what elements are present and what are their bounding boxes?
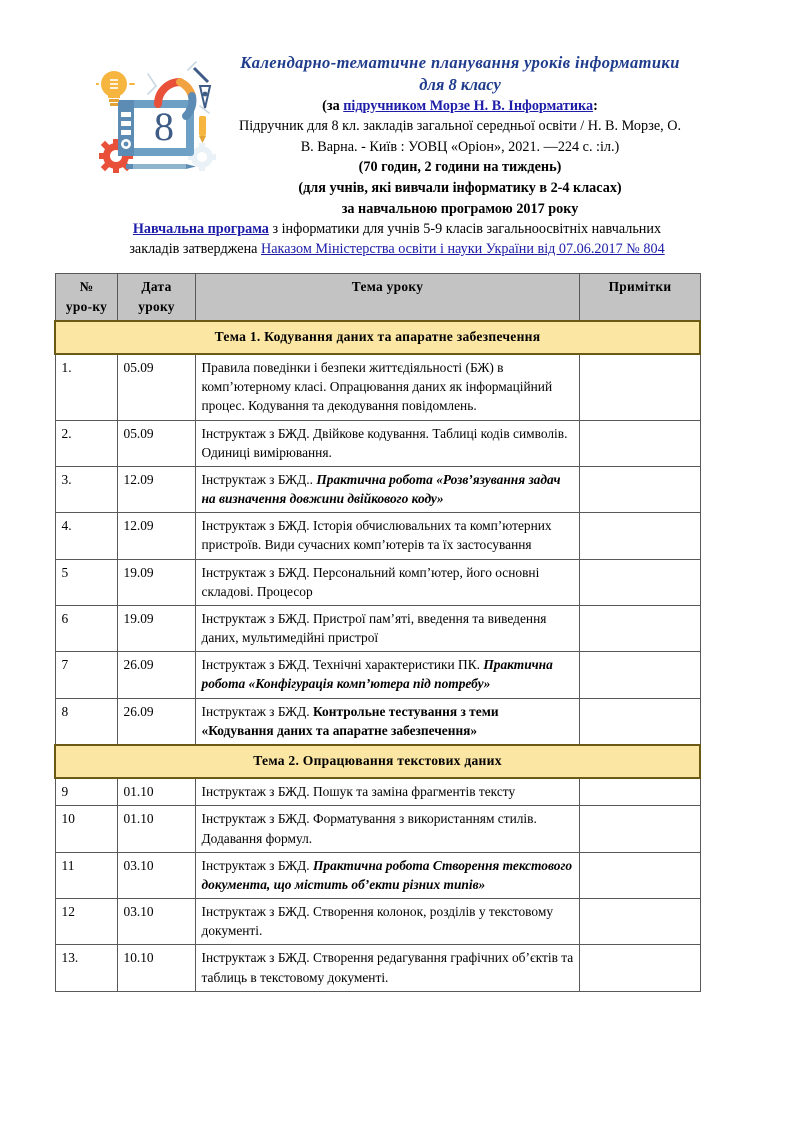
- textbook-prefix: (за: [322, 97, 344, 114]
- program-reference-line-1: [62, 219, 732, 239]
- lesson-note-cell: [579, 559, 700, 605]
- column-header-date-line1: Дата: [141, 279, 172, 295]
- lesson-note-cell: [579, 420, 700, 466]
- lesson-topic-text: Практична робота «Розв’язування задач на визначення довжини двійкового коду»: [201, 471, 561, 507]
- page-subtitle: для 8 класу: [419, 74, 501, 94]
- lesson-date-cell: 26.09: [117, 652, 195, 698]
- lesson-number-cell: 1.: [55, 354, 117, 420]
- program-reference-line-2: [62, 239, 732, 259]
- lesson-topic-text: Інструктаж з БЖД. Пошук та заміна фрагментів тексту: [201, 784, 516, 800]
- lesson-date-cell: 26.09: [117, 698, 195, 745]
- program-reference-block: [62, 219, 732, 259]
- theme-section-row: [55, 745, 700, 778]
- column-header-notes: Примітки: [579, 274, 700, 321]
- header-text-block: [188, 52, 732, 219]
- document-header: [0, 0, 794, 259]
- lesson-topic-cell: [195, 605, 579, 651]
- lesson-plan-table-wrapper: [54, 273, 740, 991]
- lesson-date-cell: 01.10: [117, 778, 195, 806]
- lesson-date-cell: 05.09: [117, 420, 195, 466]
- program-text-2: закладів затверджена: [129, 241, 262, 258]
- table-row: [55, 652, 700, 698]
- lesson-number-cell: 11: [55, 852, 117, 898]
- lesson-topic-text: Інструктаж з БЖД. Створення редагування графічних об’єктів та таблиць в текстовому документі.: [201, 950, 574, 985]
- table-row: [55, 466, 700, 512]
- textbook-line: [188, 97, 732, 117]
- lesson-topic-cell: [195, 806, 579, 852]
- lesson-topic-text: Контрольне тестування з теми «Кодування даних та апаратне забезпечення»: [201, 703, 499, 738]
- lesson-note-cell: [579, 698, 700, 745]
- program-text-1: з інформатики для учнів 5-9 класів загальноосвітніх навчальних: [268, 221, 662, 238]
- lesson-number-cell: 5: [55, 559, 117, 605]
- number-eight-label: [154, 104, 174, 149]
- lesson-number-cell: 3.: [55, 466, 117, 512]
- table-head: [55, 274, 700, 321]
- theme-section-title: Тема 2. Опрацювання текстових даних: [55, 745, 700, 778]
- lesson-date-cell: 03.10: [117, 899, 195, 945]
- lesson-number-cell: 12: [55, 899, 117, 945]
- column-header-date: [117, 274, 195, 321]
- lesson-date-cell: 03.10: [117, 852, 195, 898]
- computer-lightbulb-grade8-illustration: [96, 56, 224, 184]
- lesson-date-cell: 19.09: [117, 559, 195, 605]
- lesson-topic-text: Інструктаж з БЖД. Персональний комп’ютер, його основні складові. Процесор: [201, 564, 540, 599]
- lesson-topic-cell: [195, 652, 579, 698]
- lesson-topic-text: Практична робота Створення текстового документа, що містить об’екти різних типів»: [201, 857, 573, 892]
- column-header-date-line2: уроку: [138, 298, 175, 314]
- textbook-link[interactable]: підручником Морзе Н. В. Інформатика: [343, 97, 594, 114]
- lesson-date-cell: 05.09: [117, 354, 195, 420]
- lesson-topic-cell: [195, 899, 579, 945]
- svg-text:8: 8: [154, 104, 174, 149]
- lesson-note-cell: [579, 945, 700, 991]
- textbook-desc-line-2: В. Варна. - Київ : УОВЦ «Оріон», 2021. —224 с. :іл.): [300, 138, 620, 155]
- audience-line: (для учнів, які вивчали інформатику в 2-4 класах): [298, 179, 622, 196]
- lesson-note-cell: [579, 513, 700, 559]
- lesson-topic-text: Інструктаж з БЖД. Пристрої пам’яті, введення та виведення даних, мультимедійні пристрої: [201, 610, 547, 646]
- lesson-topic-text: Правила поведінки і безпеки життєдіяльності (БЖ) в комп’ютерному класі. Опрацювання даних як інформаційний процес. Кодування та декодування повідомлень.: [201, 360, 553, 414]
- table-row: [55, 852, 700, 898]
- lesson-number-cell: 7: [55, 652, 117, 698]
- lesson-note-cell: [579, 466, 700, 512]
- lesson-plan-table: [54, 273, 701, 991]
- table-body: [55, 321, 700, 991]
- lesson-topic-text: Інструктаж з БЖД.: [201, 857, 314, 873]
- table-row: [55, 899, 700, 945]
- page-title: Календарно-тематичне планування уроків інформатики: [240, 53, 680, 72]
- column-header-number-line1: №: [79, 279, 94, 295]
- lesson-number-cell: 13.: [55, 945, 117, 991]
- lesson-topic-text: Інструктаж з БЖД.: [201, 703, 314, 719]
- lesson-topic-cell: [195, 945, 579, 991]
- lesson-topic-cell: [195, 778, 579, 806]
- pencil-small-icon: [199, 116, 206, 143]
- order-link[interactable]: Наказом Міністерства освіти і науки України від 07.06.2017 № 804: [261, 241, 665, 258]
- lesson-topic-text: Інструктаж з БЖД. Форматування з використанням стилів. Додавання формул.: [201, 811, 537, 846]
- lesson-topic-cell: [195, 698, 579, 745]
- lesson-number-cell: 4.: [55, 513, 117, 559]
- table-row: [55, 513, 700, 559]
- lesson-number-cell: 10: [55, 806, 117, 852]
- table-row: [55, 806, 700, 852]
- lesson-note-cell: [579, 778, 700, 806]
- textbook-desc-line-1: Підручник для 8 кл. закладів загальної середньої освіти / Н. В. Морзе, О.: [238, 118, 682, 135]
- lesson-topic-cell: [195, 420, 579, 466]
- column-header-number-line2: уро-ку: [65, 298, 108, 314]
- lesson-note-cell: [579, 899, 700, 945]
- theme-section-title: Тема 1. Кодування даних та апаратне забезпечення: [55, 321, 700, 354]
- pencil-long-icon: [126, 164, 196, 169]
- lesson-date-cell: 19.09: [117, 605, 195, 651]
- lesson-topic-text: Інструктаж з БЖД. Двійкове кодування. Таблиці кодів символів. Одиниці вимірювання.: [201, 425, 568, 460]
- lesson-note-cell: [579, 652, 700, 698]
- lesson-topic-text: Інструктаж з БЖД. Технічні характеристики ПК.: [201, 657, 484, 673]
- lesson-note-cell: [579, 605, 700, 651]
- table-row: [55, 698, 700, 745]
- lesson-number-cell: 8: [55, 698, 117, 745]
- lesson-date-cell: 01.10: [117, 806, 195, 852]
- program-year-line: за навчальною програмою 2017 року: [341, 200, 579, 217]
- lesson-topic-cell: [195, 354, 579, 420]
- lesson-note-cell: [579, 852, 700, 898]
- lesson-date-cell: 12.09: [117, 466, 195, 512]
- table-row: [55, 420, 700, 466]
- lesson-topic-text: Інструктаж з БЖД. Історія обчислювальних та комп’ютерних пристроїв. Види сучасних комп’ютерів та їх застосування: [201, 518, 552, 553]
- textbook-suffix: :: [593, 97, 598, 114]
- table-row: [55, 778, 700, 806]
- hours-line: (70 годин, 2 години на тиждень): [358, 159, 562, 176]
- table-row: [55, 559, 700, 605]
- theme-section-row: [55, 321, 700, 354]
- column-header-number: [55, 274, 117, 321]
- lesson-topic-cell: [195, 513, 579, 559]
- column-header-topic: Тема уроку: [195, 274, 579, 321]
- lesson-topic-cell: [195, 559, 579, 605]
- lesson-topic-text: Інструктаж з БЖД..: [201, 471, 317, 487]
- program-link[interactable]: Навчальна програма: [132, 221, 269, 238]
- lesson-note-cell: [579, 806, 700, 852]
- table-row: [55, 605, 700, 651]
- lesson-topic-cell: [195, 852, 579, 898]
- lesson-number-cell: 6: [55, 605, 117, 651]
- lesson-topic-text: Інструктаж з БЖД. Створення колонок, розділів у текстовому документі.: [201, 904, 554, 939]
- lesson-topic-cell: [195, 466, 579, 512]
- lesson-date-cell: 10.10: [117, 945, 195, 991]
- lesson-topic-text: Практична робота «Конфігурація комп’ютера під потребу»: [201, 657, 553, 692]
- lesson-number-cell: 9: [55, 778, 117, 806]
- table-row: [55, 945, 700, 991]
- table-header-row: [55, 274, 700, 321]
- lesson-note-cell: [579, 354, 700, 420]
- lesson-number-cell: 2.: [55, 420, 117, 466]
- lesson-date-cell: 12.09: [117, 513, 195, 559]
- table-row: [55, 354, 700, 420]
